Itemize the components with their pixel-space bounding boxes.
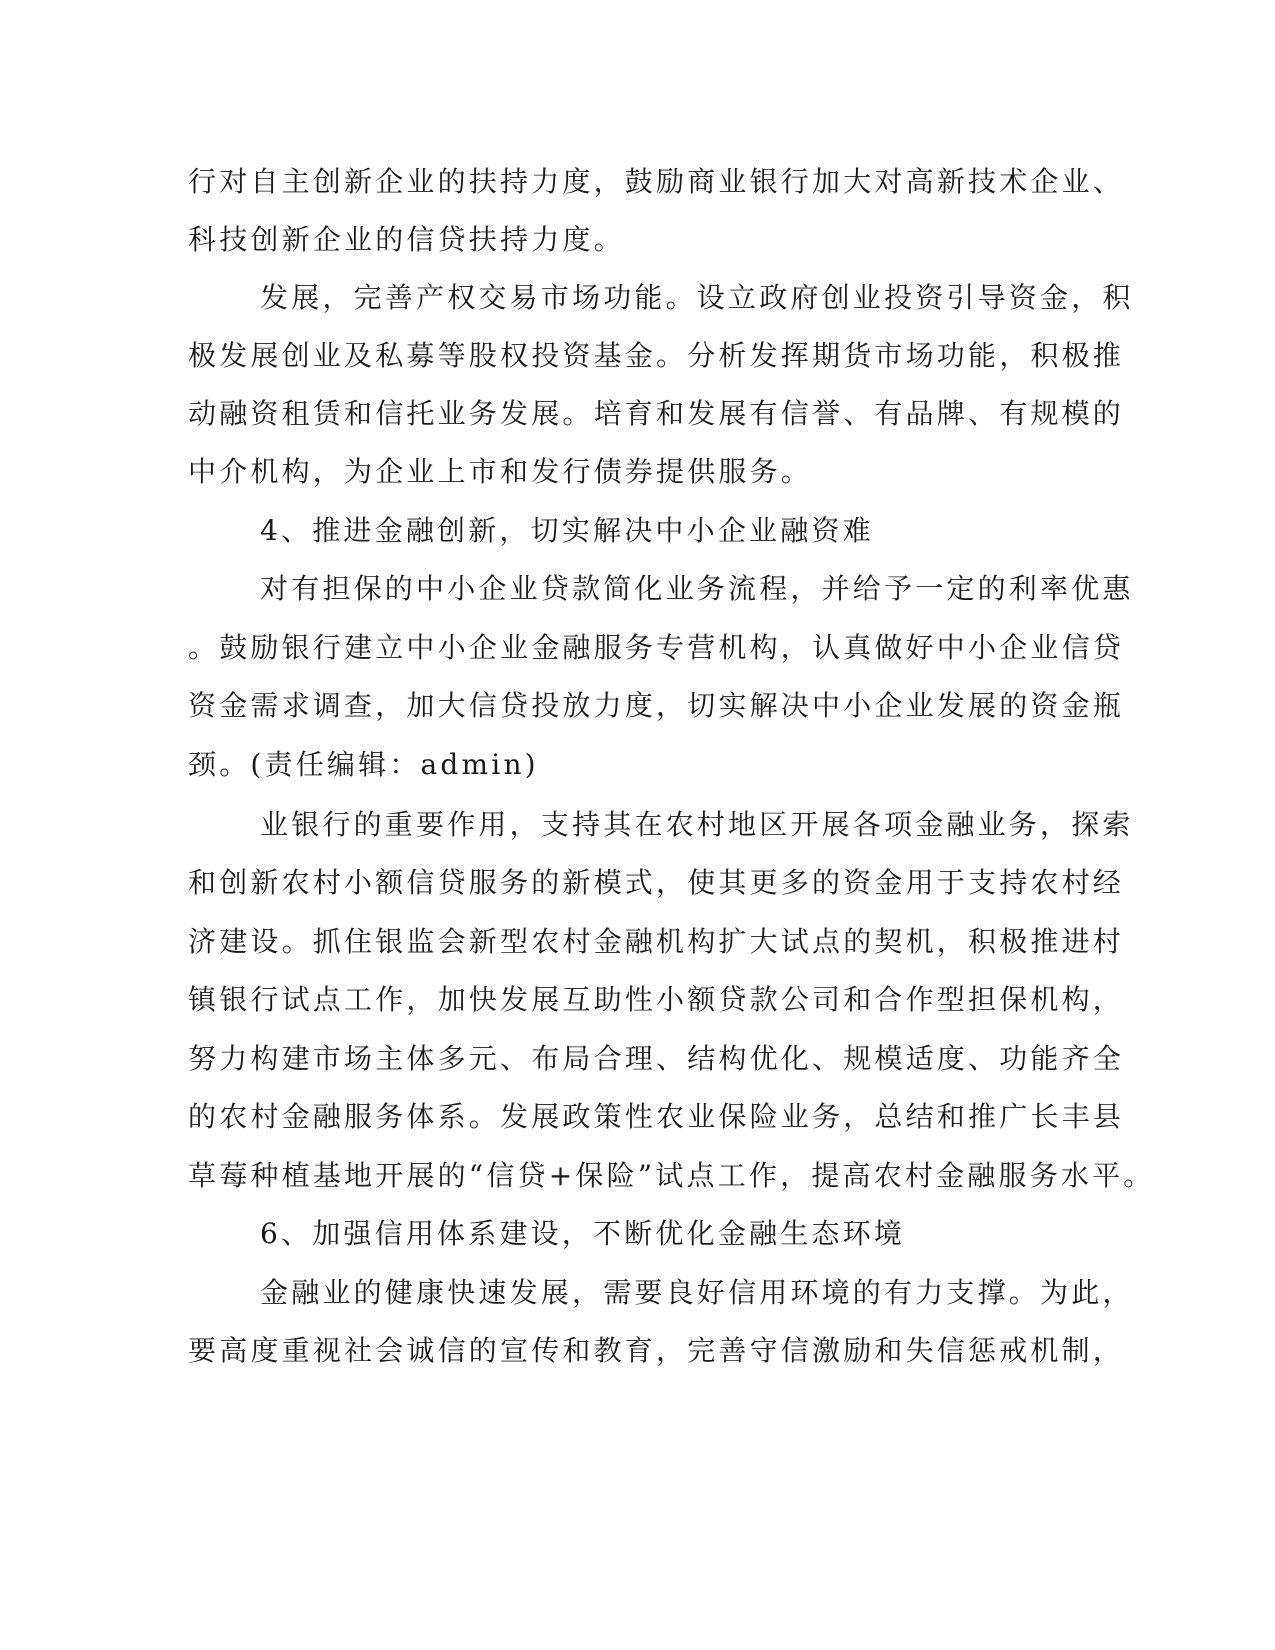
text-line: 。鼓励银行建立中小企业金融服务专营机构，认真做好中小企业信贷 xyxy=(188,631,1125,664)
paragraph-start: 业银行的重要作用，支持其在农村地区开展各项金融业务，探索 xyxy=(260,808,1134,841)
text-line: 努力构建市场主体多元、布局合理、结构优化、规模适度、功能齐全 xyxy=(188,1042,1125,1075)
text-line: 颈。(责任编辑：admin) xyxy=(188,748,539,781)
paragraph-start: 金融业的健康快速发展，需要良好信用环境的有力支撑。为此， xyxy=(260,1276,1134,1309)
text-line: 要高度重视社会诚信的宣传和教育，完善守信激励和失信惩戒机制， xyxy=(188,1334,1125,1367)
text-line: 科技创新企业的信贷扶持力度。 xyxy=(188,223,625,256)
text-line: 极发展创业及私募等股权投资基金。分析发挥期货市场功能，积极推 xyxy=(188,339,1125,372)
text-line: 资金需求调查，加大信贷投放力度，切实解决中小企业发展的资金瓶 xyxy=(188,689,1125,722)
text-line: 的农村金融服务体系。发展政策性农业保险业务，总结和推广长丰县 xyxy=(188,1100,1125,1133)
paragraph-start: 对有担保的中小企业贷款简化业务流程，并给予一定的利率优惠 xyxy=(260,572,1134,605)
text-line: 动融资租赁和信托业务发展。培育和发展有信誉、有品牌、有规模的 xyxy=(188,397,1125,430)
text-line: 济建设。抓住银监会新型农村金融机构扩大试点的契机，积极推进村 xyxy=(188,925,1125,958)
text-line: 草莓种植基地开展的“信贷+保险”试点工作，提高农村金融服务水平。 xyxy=(188,1159,1155,1192)
paragraph-start: 发展，完善产权交易市场功能。设立政府创业投资引导资金，积 xyxy=(260,281,1134,314)
section-heading: 4、推进金融创新，切实解决中小企业融资难 xyxy=(260,514,874,547)
text-line: 镇银行试点工作，加快发展互助性小额贷款公司和合作型担保机构， xyxy=(188,983,1125,1016)
text-line: 中介机构，为企业上市和发行债券提供服务。 xyxy=(188,455,813,488)
text-line: 行对自主创新企业的扶持力度，鼓励商业银行加大对高新技术企业、 xyxy=(188,165,1125,198)
section-heading: 6、加强信用体系建设，不断优化金融生态环境 xyxy=(260,1217,906,1250)
text-line: 和创新农村小额信贷服务的新模式，使其更多的资金用于支持农村经 xyxy=(188,866,1125,899)
